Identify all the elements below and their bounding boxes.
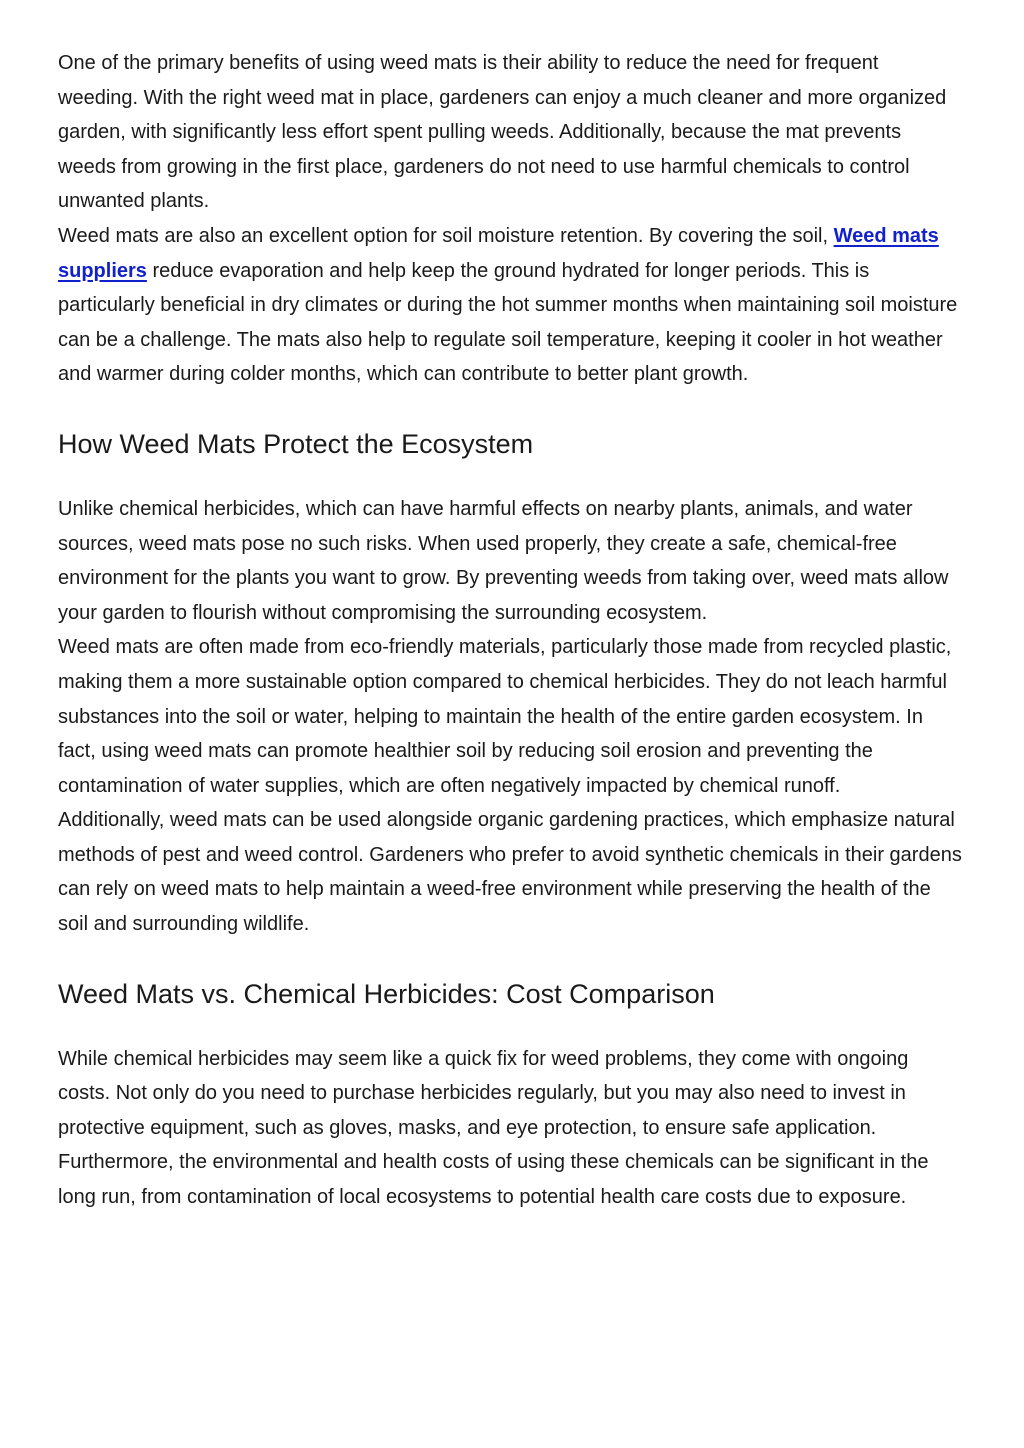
document-page — [58, 46, 964, 1215]
heading-ecosystem: How Weed Mats Protect the Ecosystem — [58, 428, 534, 459]
weed-mats-suppliers-link[interactable]: Weed mats suppliers — [58, 224, 939, 282]
paragraph-moisture-retention — [58, 219, 964, 392]
paragraph-organic-gardening: Additionally, weed mats can be used alongside organic gardening practices, which emphasize natural methods of pest and weed control. Gardeners who prefer to avoid synthetic chemicals in their gardens can rely on weed mats to help maintain a weed-free environment while preserving the health of the soil and surrounding wildlife. — [58, 809, 962, 936]
spacer — [58, 392, 964, 427]
paragraph-weeding-benefits: One of the primary benefits of using weed mats is their ability to reduce the need for frequent weeding. With the right weed mat in place, gardeners can enjoy a much cleaner and more organized garden, with significantly less effort spent pulling weeds. Additionally, because the mat prevents weeds from growing in the first place, gardeners do not need to use harmful chemicals to control unwanted plants. — [58, 52, 947, 213]
paragraph-ecosystem-safety: Unlike chemical herbicides, which can have harmful effects on nearby plants, animals, and water sources, weed mats pose no such risks. When used properly, they create a safe, chemical-free environment for the plants you want to grow. By preventing weeds from taking over, weed mats allow your garden to flourish without compromising the surrounding ecosystem. — [58, 497, 949, 624]
spacer — [58, 1011, 964, 1042]
spacer — [58, 461, 964, 492]
heading-cost-comparison: Weed Mats vs. Chemical Herbicides: Cost Comparison — [58, 978, 715, 1009]
moisture-text-after-link: reduce evaporation and help keep the ground hydrated for longer periods. This is particularly beneficial in dry climates or during the hot summer months when maintaining soil moisture can be a challenge. The mats also help to regulate soil temperature, keeping it cooler in hot weather and warmer during colder months, which can contribute to better plant growth. — [58, 259, 958, 386]
spacer — [58, 942, 964, 977]
paragraph-eco-friendly-materials: Weed mats are often made from eco-friendly materials, particularly those made from recycled plastic, making them a more sustainable option compared to chemical herbicides. They do not leach harmful substances into the soil or water, helping to maintain the health of the entire garden ecosystem. In fact, using weed mats can promote healthier soil by reducing soil erosion and preventing the contamination of water supplies, which are often negatively impacted by chemical runoff. — [58, 636, 952, 797]
paragraph-herbicide-costs: While chemical herbicides may seem like a quick fix for weed problems, they come with ongoing costs. Not only do you need to purchase herbicides regularly, but you may also need to invest in protective equipment, such as gloves, masks, and eye protection, to ensure safe application. Furthermore, the environmental and health costs of using these chemicals can be significant in the long run, from contamination of local ecosystems to potential health care costs due to exposure. — [58, 1047, 929, 1209]
moisture-text-before-link: Weed mats are also an excellent option for soil moisture retention. By covering the soil, — [58, 224, 834, 247]
